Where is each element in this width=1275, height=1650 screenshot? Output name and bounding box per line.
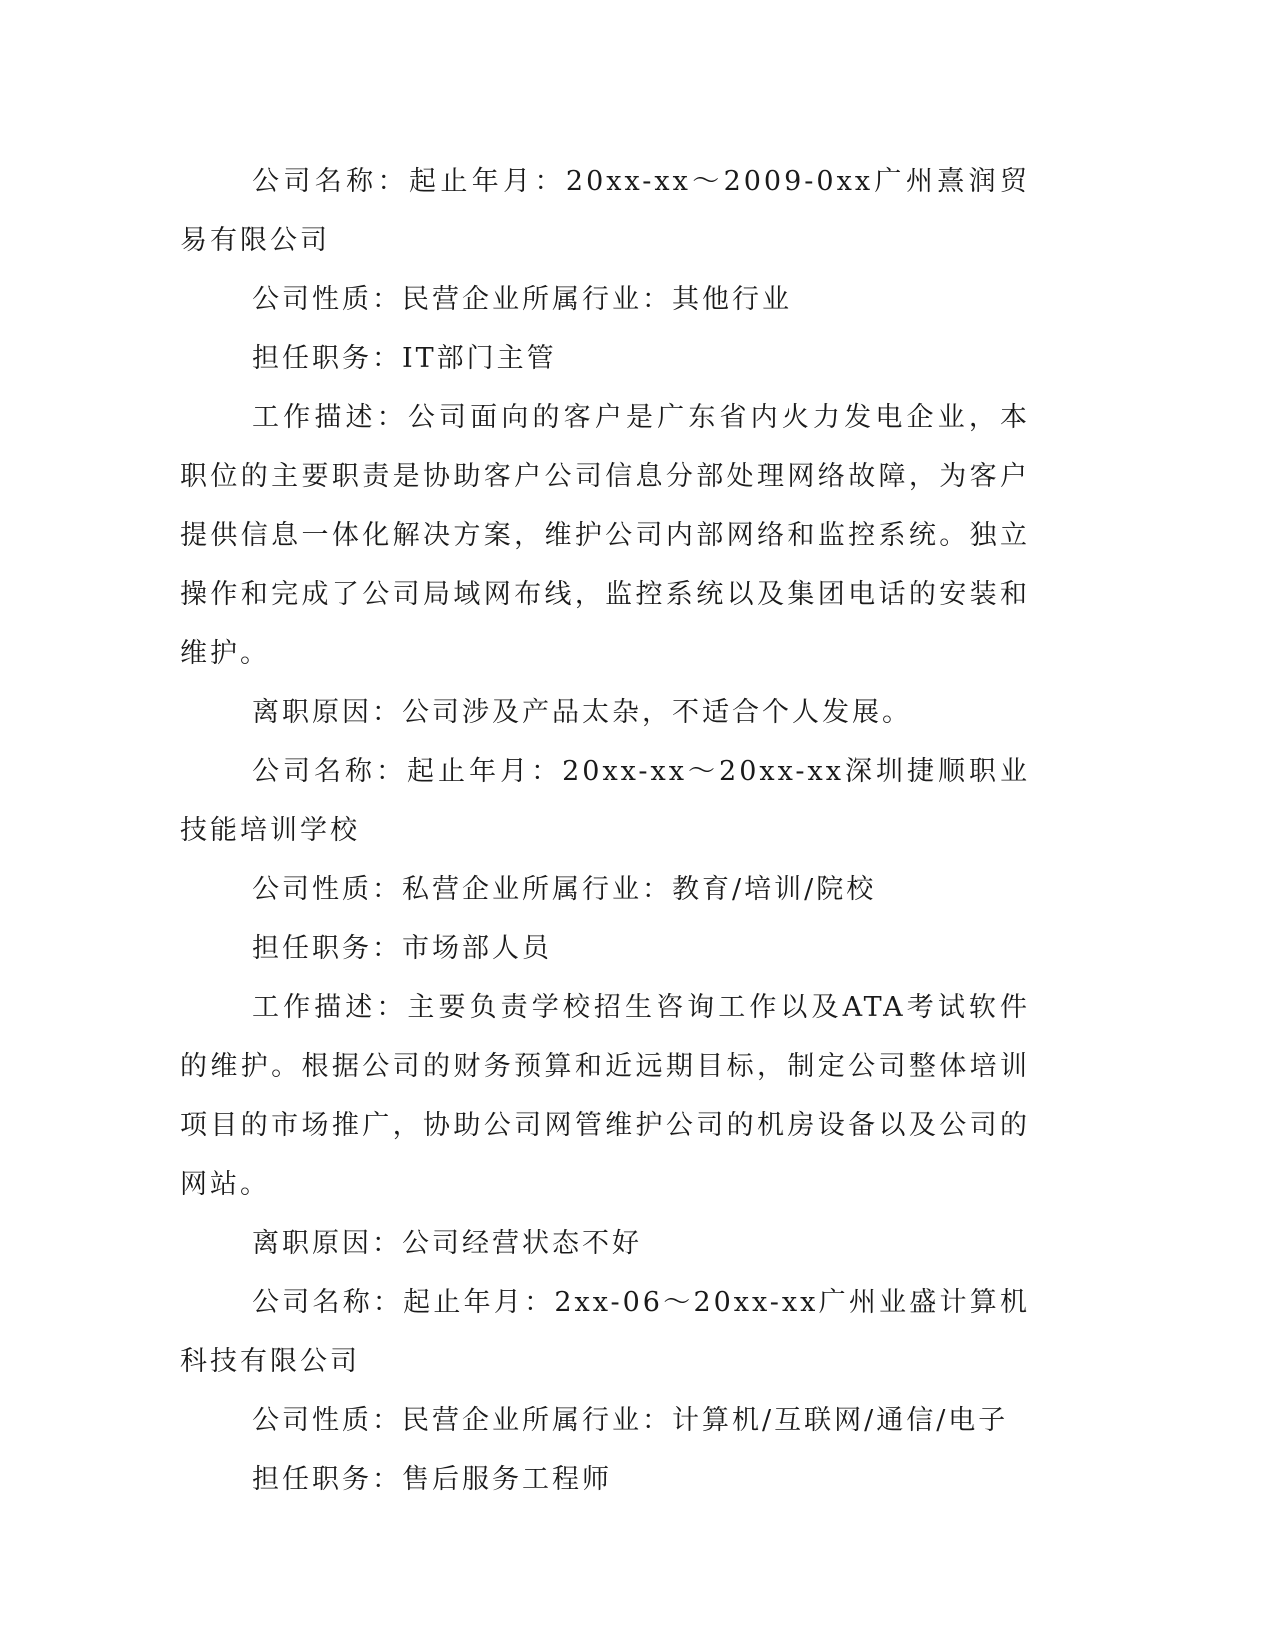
position-1: 担任职务：IT部门主管 xyxy=(252,343,557,374)
company-name-1: 公司名称：起止年月：20xx-xx～2009-0xx广州熹润贸易有限公司 xyxy=(180,166,1030,256)
position-2: 担任职务：市场部人员 xyxy=(252,933,552,964)
company-nature-2: 公司性质：私营企业所属行业：教育/培训/院校 xyxy=(252,874,877,905)
company-name-3: 公司名称：起止年月：2xx-06～20xx-xx广州业盛计算机科技有限公司 xyxy=(180,1287,1030,1377)
job-description-2: 工作描述：主要负责学校招生咨询工作以及ATA考试软件的维护。根据公司的财务预算和近远期目标，制定公司整体培训项目的市场推广，协助公司网管维护公司的机房设备以及公司的网站。 xyxy=(180,992,1030,1200)
job-description-1: 工作描述：公司面向的客户是广东省内火力发电企业，本职位的主要职责是协助客户公司信息分部处理网络故障，为客户提供信息一体化解决方案，维护公司内部网络和监控系统。独立操作和完成了公司局域网布线，监控系统以及集团电话的安装和维护。 xyxy=(180,402,1030,669)
document-page xyxy=(180,152,1030,1509)
position-3: 担任职务：售后服务工程师 xyxy=(252,1464,612,1495)
leave-reason-2: 离职原因：公司经营状态不好 xyxy=(252,1228,642,1259)
company-nature-1: 公司性质：民营企业所属行业：其他行业 xyxy=(252,284,792,315)
company-nature-3: 公司性质：民营企业所属行业：计算机/互联网/通信/电子 xyxy=(252,1405,1009,1436)
leave-reason-1: 离职原因：公司涉及产品太杂，不适合个人发展。 xyxy=(252,697,912,728)
company-name-2: 公司名称：起止年月：20xx-xx～20xx-xx深圳捷顺职业技能培训学校 xyxy=(180,756,1030,846)
